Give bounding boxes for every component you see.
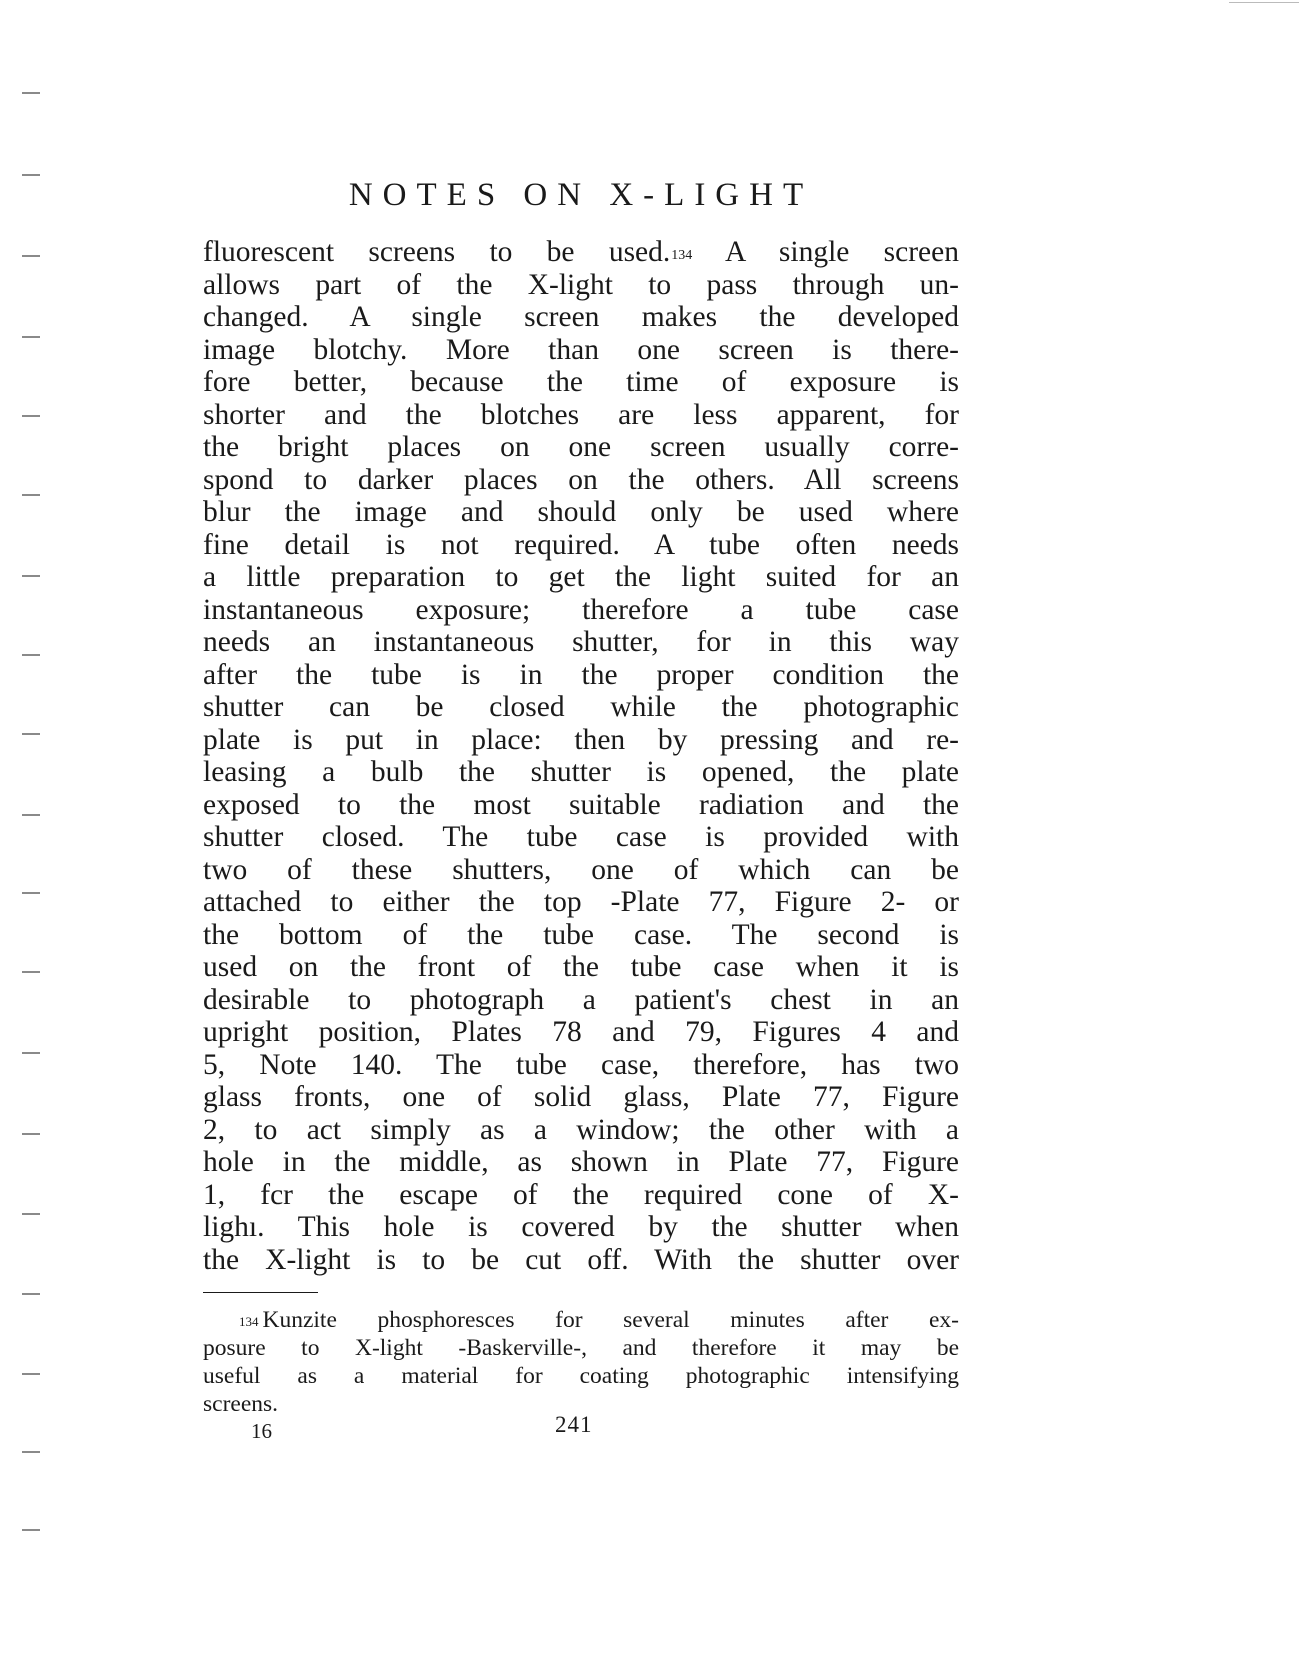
- body-line: glass fronts, one of solid glass, Plate 77, Figure: [203, 1081, 959, 1113]
- margin-tick: [22, 494, 40, 496]
- left-margin-ticks: [22, 0, 42, 1661]
- margin-tick: [22, 92, 40, 94]
- footnote-line: posure to X-light -Baskerville-, and therefore it may be: [203, 1335, 959, 1361]
- body-line: blur the image and should only be used where: [203, 496, 959, 528]
- body-line: a little preparation to get the light suited for an: [203, 561, 959, 593]
- body-line: shorter and the blotches are less apparent, for: [203, 398, 959, 431]
- body-line: spond to darker places on the others. All screens: [203, 463, 959, 496]
- running-head: NOTES ON X-LIGHT: [348, 177, 814, 213]
- footnote-line: [203, 1306, 959, 1334]
- body-line: fine detail is not required. A tube often needs: [203, 528, 959, 561]
- footnote-line: screens.: [203, 1391, 279, 1417]
- margin-tick: [22, 814, 40, 816]
- body-line: needs an instantaneous shutter, for in this way: [203, 626, 959, 658]
- page-number: 241: [555, 1412, 593, 1437]
- body-line: instantaneous exposure; therefore a tube case: [203, 593, 959, 626]
- body-line: used on the front of the tube case when it is: [203, 951, 959, 983]
- body-line: attached to either the top -Plate 77, Figure 2- or: [203, 886, 959, 918]
- body-line-tail: A single screen: [724, 236, 959, 268]
- margin-tick: [22, 255, 40, 257]
- footnote-reference: 134: [671, 248, 693, 263]
- margin-tick: [22, 415, 40, 417]
- margin-tick: [22, 1293, 40, 1295]
- body-line: desirable to photograph a patient's chest in an: [203, 983, 959, 1016]
- footnote-line-text: Kunzite phosphoresces for several minutes after ex-: [262, 1307, 959, 1333]
- margin-tick: [22, 1052, 40, 1054]
- body-line: 2, to act simply as a window; the other with a: [203, 1113, 959, 1146]
- body-line: plate is put in place: then by pressing and re-: [203, 723, 959, 756]
- margin-tick: [22, 1373, 40, 1375]
- body-line: after the tube is in the proper condition the: [203, 658, 959, 691]
- signature-mark: 16: [251, 1419, 272, 1443]
- body-line: changed. A single screen makes the developed: [203, 301, 959, 333]
- footnote-rule: [203, 1292, 318, 1293]
- margin-tick: [22, 174, 40, 176]
- margin-tick: [22, 1133, 40, 1135]
- body-line: 1, fcr the escape of the required cone of X-: [203, 1178, 959, 1211]
- body-line: lighı. This hole is covered by the shutter when: [203, 1211, 959, 1243]
- margin-tick: [22, 1529, 40, 1531]
- margin-tick: [22, 971, 40, 973]
- margin-tick: [22, 1213, 40, 1215]
- margin-tick: [22, 1451, 40, 1453]
- body-text: [203, 236, 959, 1276]
- footnote-line: useful as a material for coating photographic intensifying: [203, 1363, 959, 1389]
- margin-tick: [22, 654, 40, 656]
- body-line: shutter closed. The tube case is provided with: [203, 821, 959, 853]
- margin-tick: [22, 575, 40, 577]
- body-line: the X-light is to be cut off. With the shutter over: [203, 1243, 959, 1276]
- body-line: allows part of the X-light to pass through un-: [203, 268, 959, 301]
- top-edge-rule: [1229, 2, 1299, 3]
- body-line: [203, 236, 959, 269]
- margin-tick: [22, 336, 40, 338]
- margin-tick: [22, 733, 40, 735]
- body-line: exposed to the most suitable radiation and the: [203, 788, 959, 821]
- body-line-text: fluorescent screens to be used.: [203, 236, 671, 268]
- body-line: the bottom of the tube case. The second is: [203, 918, 959, 951]
- body-line: shutter can be closed while the photographic: [203, 691, 959, 723]
- margin-tick: [22, 892, 40, 894]
- body-line: the bright places on one screen usually corre-: [203, 431, 959, 463]
- body-line: hole in the middle, as shown in Plate 77, Figure: [203, 1146, 959, 1178]
- body-line: upright position, Plates 78 and 79, Figures 4 and: [203, 1016, 959, 1048]
- body-line: 5, Note 140. The tube case, therefore, has two: [203, 1048, 959, 1081]
- body-line: two of these shutters, one of which can be: [203, 853, 959, 886]
- body-line: image blotchy. More than one screen is there-: [203, 333, 959, 366]
- footnote: [203, 1306, 959, 1418]
- body-line: fore better, because the time of exposure is: [203, 366, 959, 398]
- footnote-number: 134: [239, 1314, 259, 1329]
- body-line: leasing a bulb the shutter is opened, the plate: [203, 756, 959, 788]
